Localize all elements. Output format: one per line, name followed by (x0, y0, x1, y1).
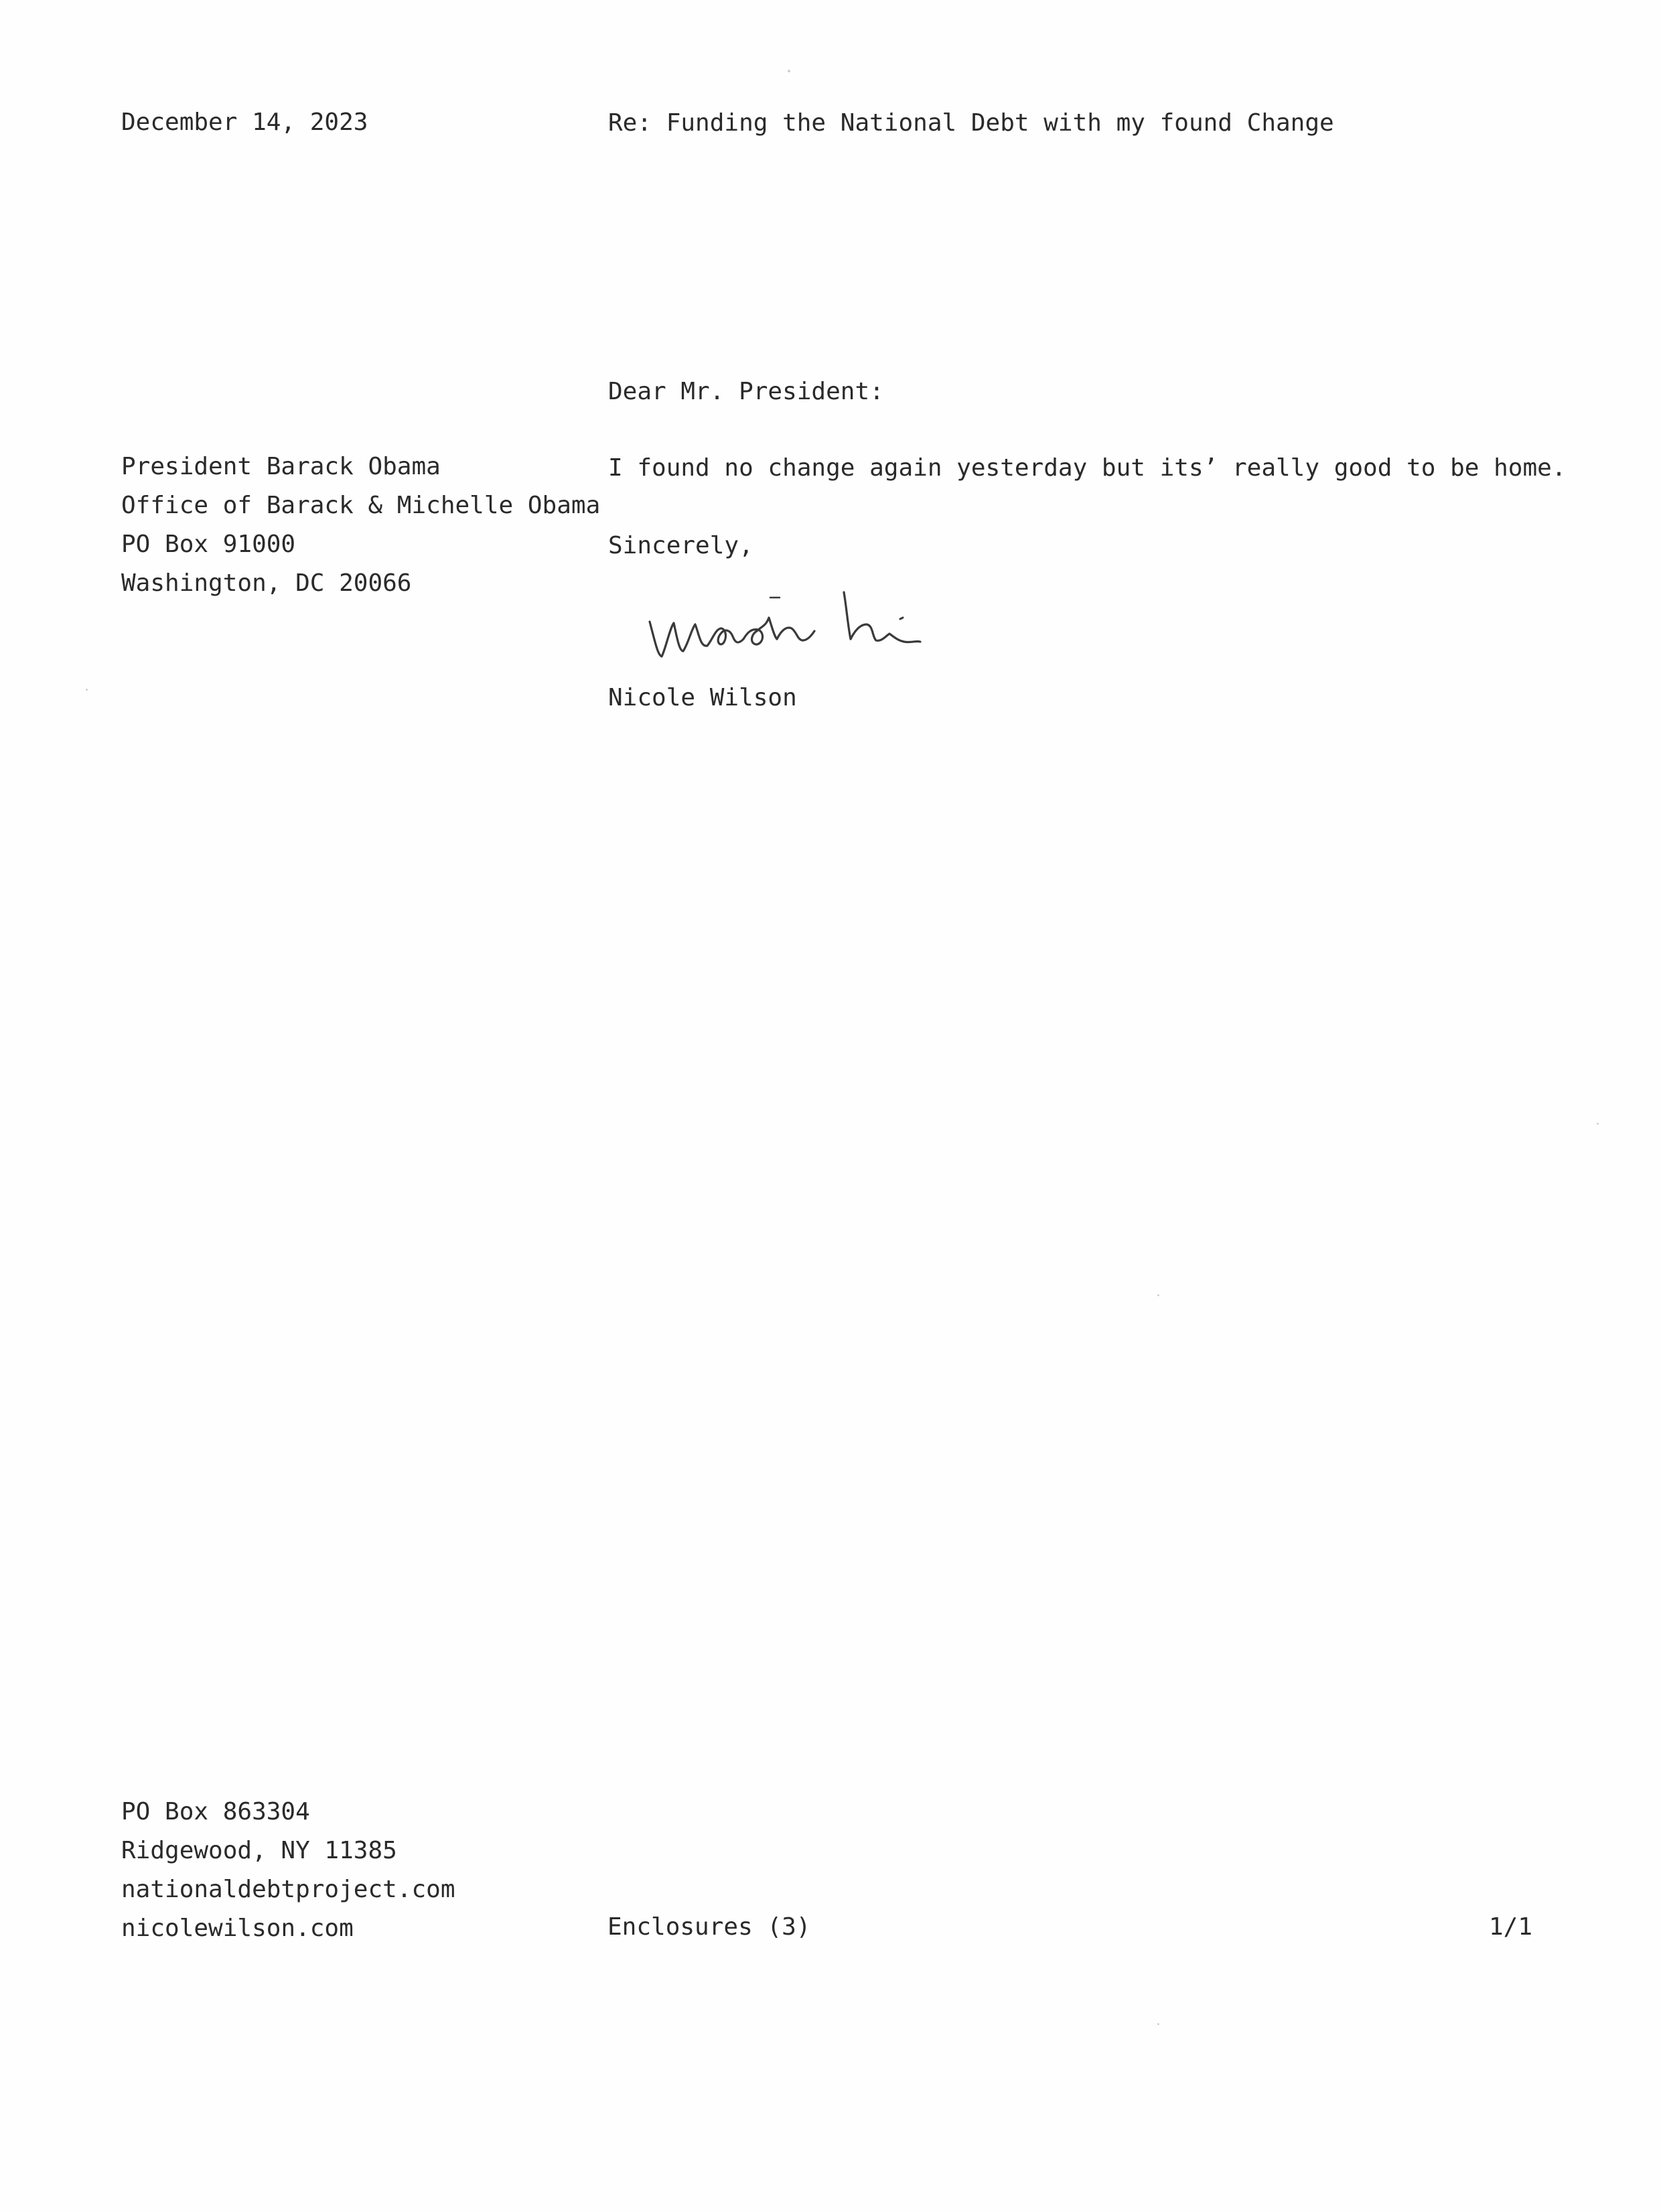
salutation: Dear Mr. President: (608, 378, 884, 405)
paper-speck (1597, 1123, 1599, 1125)
signer-name: Nicole Wilson (608, 684, 797, 711)
letter-subject: Re: Funding the National Debt with my found Change (608, 109, 1334, 137)
recipient-name: President Barack Obama (121, 453, 441, 480)
sender-city: Ridgewood, NY 11385 (121, 1837, 397, 1864)
recipient-office: Office of Barack & Michelle Obama (121, 492, 601, 519)
paper-speck (1157, 2023, 1159, 2025)
closing: Sincerely, (608, 532, 753, 559)
recipient-address (121, 447, 600, 603)
page-number: 1/1 (1489, 1913, 1533, 1941)
handwritten-signature (643, 581, 991, 675)
sender-address (121, 1793, 455, 1948)
sender-website-project: nationaldebtproject.com (121, 1876, 455, 1903)
recipient-city: Washington, DC 20066 (121, 569, 412, 597)
paper-speck (788, 70, 790, 72)
letter-date: December 14, 2023 (121, 109, 368, 136)
recipient-po-box: PO Box 91000 (121, 531, 296, 558)
sender-po-box: PO Box 863304 (121, 1798, 310, 1825)
paper-speck (1157, 1294, 1159, 1296)
paper-speck (86, 689, 88, 691)
enclosures-note: Enclosures (3) (607, 1913, 811, 1941)
sender-website-personal: nicolewilson.com (121, 1915, 354, 1942)
letter-body: I found no change again yesterday but its’ really good to be home. (608, 454, 1567, 482)
